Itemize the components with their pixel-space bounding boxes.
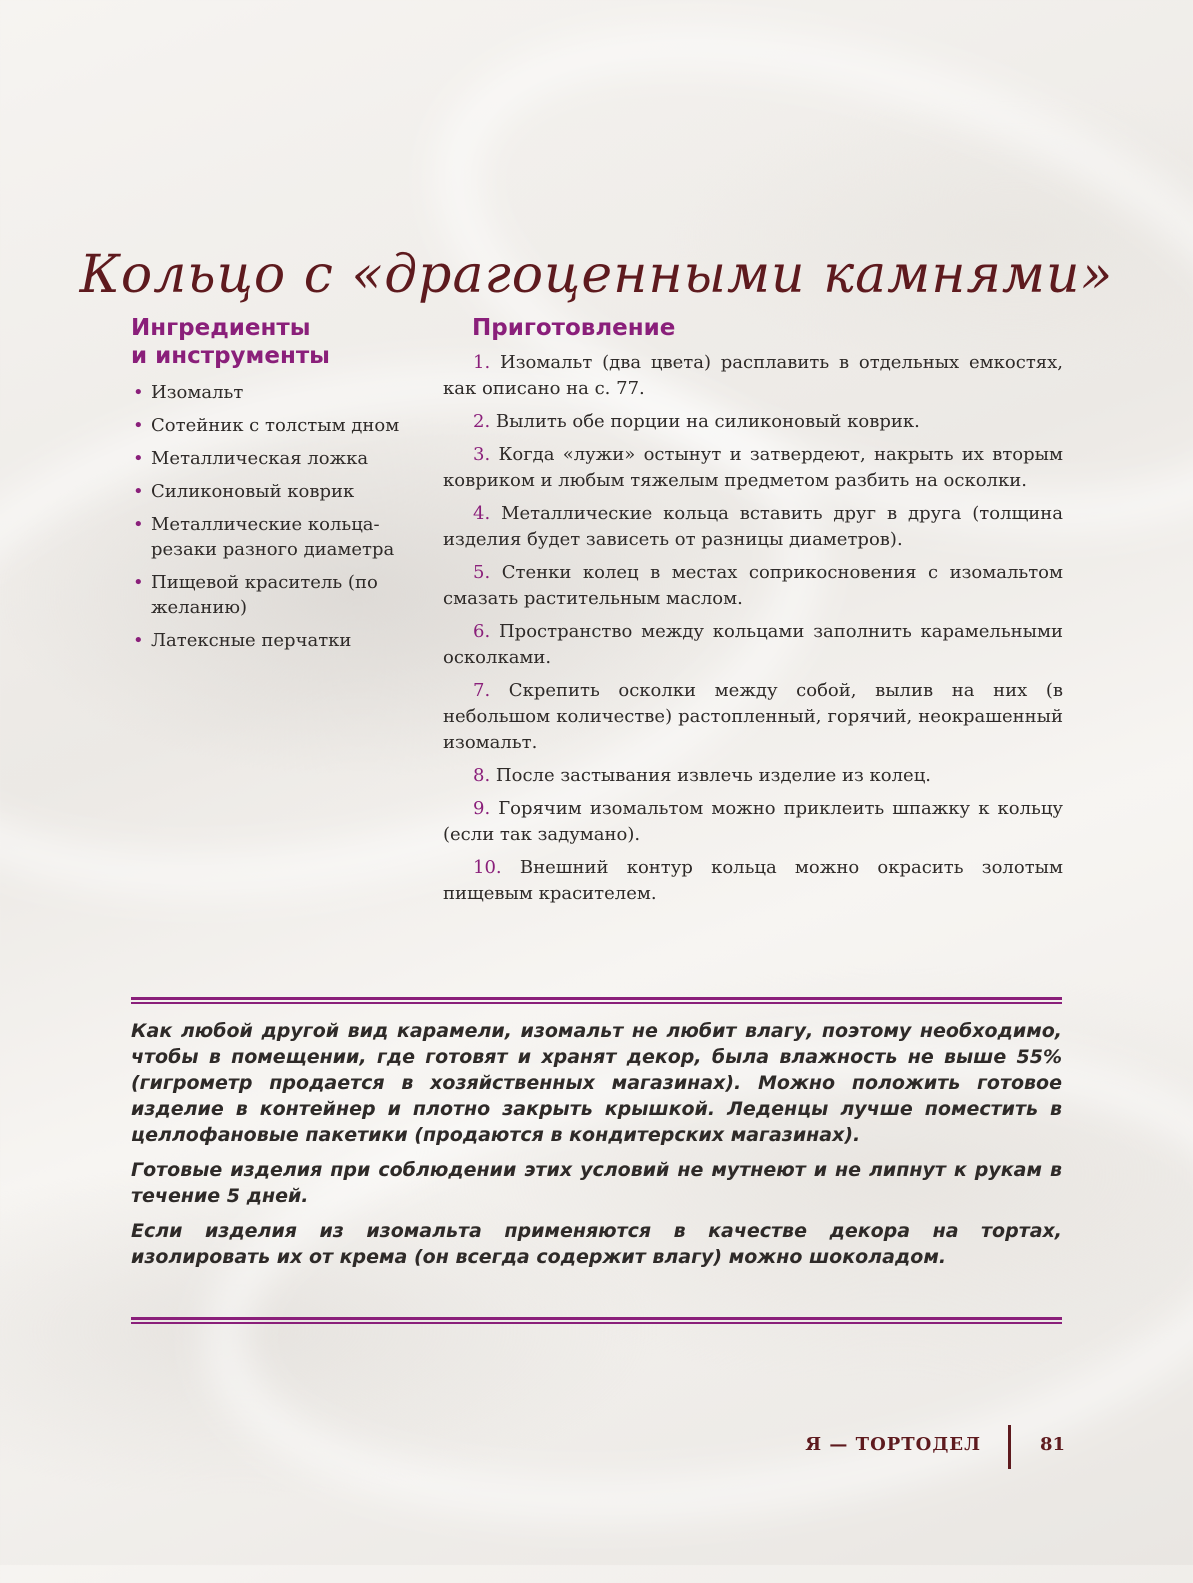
preparation-section: [443, 314, 1063, 914]
list-item: • Сотейник с толстым дном: [133, 415, 400, 436]
bullet-icon: •: [133, 572, 144, 593]
step-number: 9.: [473, 798, 491, 819]
bullet-icon: •: [133, 382, 144, 403]
step-text: Металлические кольца вставить друг в друга (толщина изделия будет зависеть от разницы диаметров).: [443, 503, 1063, 550]
ingredients-heading-line1: Ингредиенты: [131, 315, 311, 341]
step-text: Стенки колец в местах соприкосновения с изомальтом смазать растительным маслом.: [443, 562, 1063, 609]
step-item: [443, 855, 1063, 907]
step-number: 10.: [473, 857, 502, 878]
bullet-icon: •: [133, 481, 144, 502]
step-item: [443, 350, 1063, 402]
note-paragraph: Готовые изделия при соблюдении этих условий не мутнеют и не липнут к рукам в течение 5 дней.: [131, 1159, 1062, 1207]
bullet-icon: •: [133, 448, 144, 469]
step-number: 3.: [473, 444, 491, 465]
step-text: Скрепить осколки между собой, вылив на них (в небольшом количестве) растопленный, горячий, неокрашенный изомальт.: [443, 680, 1063, 753]
ingredients-section: [131, 314, 436, 661]
note-top-divider: [131, 997, 1062, 1004]
step-text: После застывания извлечь изделие из колец.: [490, 765, 932, 786]
step-text: Когда «лужи» остынут и затвердеют, накрыть их вторым ковриком и любым тяжелым предметом разбить на осколки.: [443, 444, 1063, 491]
step-number: 6.: [473, 621, 491, 642]
step-item: [443, 678, 1063, 756]
list-item: • Металлическая ложка: [133, 448, 369, 469]
ingredients-list: [131, 380, 436, 653]
footer-divider: [1008, 1425, 1011, 1469]
list-item: • Изомальт: [133, 382, 244, 403]
step-text: Вылить обе порции на силиконовый коврик.: [490, 411, 920, 432]
step-number: 8.: [473, 765, 491, 786]
step-number: 2.: [473, 411, 491, 432]
step-item: [443, 409, 1063, 435]
list-item: • Пищевой краситель (по желанию): [133, 572, 378, 618]
step-text: Горячим изомальтом можно приклеить шпажку к кольцу (если так задумано).: [443, 798, 1063, 845]
footer-book-title: Я — ТОРТОДЕЛ: [805, 1434, 981, 1455]
step-text: Изомальт (два цвета) расплавить в отдельных емкостях, как описано на с. 77.: [443, 352, 1063, 399]
ingredients-heading-line2: и инструменты: [131, 343, 330, 369]
step-item: [443, 796, 1063, 848]
step-text: Внешний контур кольца можно окрасить золотым пищевым красителем.: [443, 857, 1063, 904]
step-item: [443, 619, 1063, 671]
list-item: • Латексные перчатки: [133, 630, 352, 651]
bullet-icon: •: [133, 630, 144, 651]
note-box: [131, 1018, 1062, 1279]
step-number: 7.: [473, 680, 491, 701]
list-item: • Металлические кольца-резаки разного диаметра: [133, 514, 395, 560]
page-number: 81: [1040, 1434, 1066, 1455]
ingredients-heading: [131, 314, 436, 370]
bullet-icon: •: [133, 415, 144, 436]
step-number: 5.: [473, 562, 491, 583]
note-paragraph: Если изделия из изомальта применяются в качестве декора на тортах, изолировать их от крема (он всегда содержит влагу) можно шоколадом.: [131, 1220, 1062, 1268]
preparation-heading: Приготовление: [472, 315, 676, 341]
step-text: Пространство между кольцами заполнить карамельными осколками.: [443, 621, 1063, 668]
step-item: [443, 763, 1063, 789]
bullet-icon: •: [133, 514, 144, 535]
note-paragraph: Как любой другой вид карамели, изомальт не любит влагу, поэтому необходимо, чтобы в помещении, где готовят и хранят декор, была влажность не выше 55% (гигрометр продается в хозяйственных магазинах). Можно положить готовое изделие в контейнер и плотно закрыть крышкой. Леденцы лучше поместить в целлофановые пакетики (продаются в кондитерских магазинах).: [131, 1020, 1062, 1146]
step-number: 1.: [473, 352, 491, 373]
step-item: [443, 560, 1063, 612]
step-item: [443, 442, 1063, 494]
step-number: 4.: [473, 503, 491, 524]
list-item: • Силиконовый коврик: [133, 481, 355, 502]
page-title: Кольцо с «драгоценными камнями»: [79, 244, 1114, 305]
step-item: [443, 501, 1063, 553]
note-bottom-divider: [131, 1317, 1062, 1324]
